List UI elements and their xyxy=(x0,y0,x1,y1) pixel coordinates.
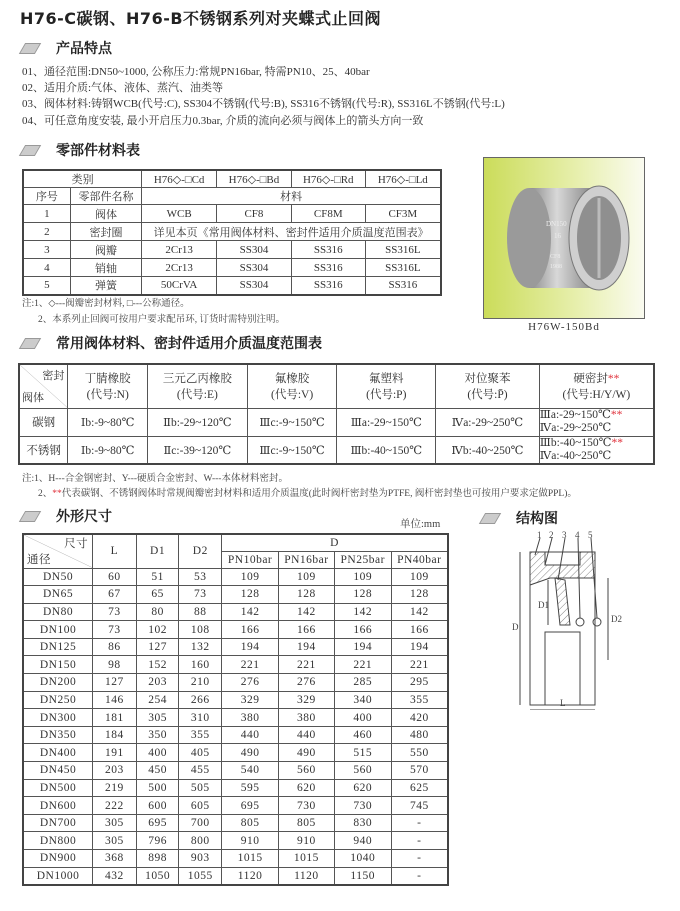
parts-note: 注:1、◇---阀瓣密封材料, □---公称通径。 xyxy=(22,299,190,309)
part-no: 5 xyxy=(23,277,70,295)
dim-cell: - xyxy=(391,867,448,885)
material-cell: SS304 xyxy=(217,277,292,295)
model-header: H76◇-□Bd xyxy=(217,170,292,188)
dim-cell: 152 xyxy=(136,656,179,674)
dim-cell: 605 xyxy=(179,797,222,815)
dim-cell: 805 xyxy=(222,814,279,832)
table-row xyxy=(23,726,448,744)
dim-cell: 625 xyxy=(391,779,448,797)
dim-cell: 450 xyxy=(136,762,179,780)
parts-note: 2、本系列止回阀可按用户要求配吊环, 订货时需特别注明。 xyxy=(38,315,286,325)
material-cell: SS304 xyxy=(217,259,292,277)
dim-cell: 127 xyxy=(93,674,137,692)
dim-cell: 350 xyxy=(136,726,179,744)
dn-cell: DN300 xyxy=(23,709,93,727)
product-photo xyxy=(483,157,645,319)
part-no: 3 xyxy=(23,241,70,259)
svg-text:16: 16 xyxy=(554,232,561,240)
dim-cell: 380 xyxy=(278,709,334,727)
part-number: 3 xyxy=(562,530,567,540)
material-cell: 50CrVA xyxy=(142,277,217,295)
part-name: 阀瓣 xyxy=(70,241,142,259)
dim-label-L: L xyxy=(560,698,566,708)
dim-cell: 73 xyxy=(179,586,222,604)
dn-cell: DN80 xyxy=(23,603,93,621)
dim-cell: 305 xyxy=(93,814,137,832)
table-row xyxy=(23,832,448,850)
temp-cell: Ⅲc:-9~150℃ xyxy=(247,408,337,436)
material-cell: SS316 xyxy=(291,259,365,277)
dn-cell: DN500 xyxy=(23,779,93,797)
dim-cell: 1120 xyxy=(278,867,334,885)
model-header: H76◇-□Rd xyxy=(291,170,365,188)
table-row xyxy=(23,586,448,604)
dim-cell: 285 xyxy=(334,674,391,692)
dim-header: L xyxy=(93,534,137,568)
section-dimensions xyxy=(18,506,112,526)
dim-cell: 460 xyxy=(334,726,391,744)
corner-header: 密封 阀体 xyxy=(19,364,68,408)
category-header: 类别 xyxy=(23,170,142,188)
seal-header: 硬密封** (代号:H/Y/W) xyxy=(539,364,654,408)
dim-cell: 194 xyxy=(278,638,334,656)
table-row xyxy=(23,814,448,832)
material-cell: SS316 xyxy=(365,277,441,295)
material-cell: CF8 xyxy=(217,205,292,223)
dim-cell: 1120 xyxy=(222,867,279,885)
table-row xyxy=(23,691,448,709)
dim-cell: 420 xyxy=(391,709,448,727)
dim-cell: 102 xyxy=(136,621,179,639)
temp-note: 2、**代表碳钢、不锈钢阀体时常规阀瓣密封材料和适用介质温度(此时阀杆密封垫为PTFE, 阀杆密封垫也可按用户要求定做PPL)。 xyxy=(38,489,577,499)
dim-cell: 910 xyxy=(222,832,279,850)
dim-cell: 128 xyxy=(334,586,391,604)
dim-header: D2 xyxy=(179,534,222,568)
dim-cell: 620 xyxy=(278,779,334,797)
dn-cell: DN450 xyxy=(23,762,93,780)
table-row xyxy=(23,223,441,241)
dn-cell: DN900 xyxy=(23,850,93,868)
temp-cell: Ⅲc:-9~150℃ xyxy=(247,436,337,464)
valve-image xyxy=(484,158,644,318)
parts-material-table xyxy=(22,169,442,296)
dim-cell: 166 xyxy=(334,621,391,639)
dim-cell: 73 xyxy=(93,603,137,621)
dim-cell: 805 xyxy=(278,814,334,832)
d-header: D xyxy=(222,534,448,551)
model-header: H76◇-□Cd xyxy=(142,170,217,188)
material-cell: SS316 xyxy=(291,241,365,259)
dim-cell: 490 xyxy=(278,744,334,762)
dim-cell: 595 xyxy=(222,779,279,797)
dim-cell: 1050 xyxy=(136,867,179,885)
dn-cell: DN800 xyxy=(23,832,93,850)
part-name-header: 零部件名称 xyxy=(70,188,142,205)
seal-header: 氟橡胶 (代号:V) xyxy=(247,364,337,408)
material-cell: SS316L xyxy=(365,241,441,259)
dim-cell: 368 xyxy=(93,850,137,868)
dim-cell: 210 xyxy=(179,674,222,692)
material-cell: CF3M xyxy=(365,205,441,223)
section-features xyxy=(18,38,112,58)
table-row xyxy=(23,744,448,762)
seal-header: 丁腈橡胶 (代号:N) xyxy=(68,364,148,408)
dim-cell: 127 xyxy=(136,638,179,656)
dim-cell: 455 xyxy=(179,762,222,780)
table-row xyxy=(23,621,448,639)
unit-label: 单位:mm xyxy=(400,519,441,530)
part-number: 1 xyxy=(537,530,542,540)
dn-cell: DN1000 xyxy=(23,867,93,885)
dim-cell: 355 xyxy=(179,726,222,744)
dim-cell: 88 xyxy=(179,603,222,621)
section-temperature xyxy=(18,333,322,353)
dn-cell: DN250 xyxy=(23,691,93,709)
section-heading: 零部件材料表 xyxy=(56,143,140,159)
temp-cell: Ⅱb:-29~120℃ xyxy=(148,408,248,436)
dim-cell: 490 xyxy=(222,744,279,762)
dim-cell: 730 xyxy=(278,797,334,815)
section-heading: 产品特点 xyxy=(56,41,112,57)
table-row xyxy=(23,603,448,621)
material-cell: SS316 xyxy=(291,277,365,295)
model-header: H76◇-□Ld xyxy=(365,170,441,188)
section-marker-icon xyxy=(19,145,41,156)
dim-cell: 221 xyxy=(334,656,391,674)
material-cell: 2Cr13 xyxy=(142,241,217,259)
body-mark: DN150 xyxy=(546,220,567,228)
dim-cell: 355 xyxy=(391,691,448,709)
dim-cell: 60 xyxy=(93,568,137,586)
feature-item: 02、适用介质:气体、液体、蒸汽、油类等 xyxy=(22,82,224,94)
pn-header: PN10bar xyxy=(222,551,279,568)
dim-cell: 745 xyxy=(391,797,448,815)
dim-cell: 128 xyxy=(278,586,334,604)
table-row xyxy=(23,674,448,692)
dim-cell: 500 xyxy=(136,779,179,797)
feature-item: 01、通径范围:DN50~1000, 公称压力:常规PN16bar, 特需PN10、25、40bar xyxy=(22,66,370,78)
temp-cell: Ⅳa:-29~250℃ xyxy=(436,408,540,436)
hard-seal-cell: Ⅲa:-29~150℃** Ⅳa:-29~250℃ xyxy=(539,408,654,436)
section-heading: 结构图 xyxy=(516,511,558,527)
dim-cell: - xyxy=(391,814,448,832)
seal-header: 对位聚苯 (代号:P̄) xyxy=(436,364,540,408)
part-name: 弹簧 xyxy=(70,277,142,295)
dim-cell: 184 xyxy=(93,726,137,744)
seal-header: 三元乙丙橡胶 (代号:E) xyxy=(148,364,248,408)
section-parts xyxy=(18,140,140,160)
temp-cell: Ⅰb:-9~80℃ xyxy=(68,408,148,436)
dim-cell: 160 xyxy=(179,656,222,674)
dim-cell: 65 xyxy=(136,586,179,604)
dim-cell: 910 xyxy=(278,832,334,850)
part-no: 2 xyxy=(23,223,70,241)
dim-cell: 505 xyxy=(179,779,222,797)
header-row xyxy=(23,188,441,205)
dim-cell: 1040 xyxy=(334,850,391,868)
temp-cell: Ⅳb:-40~250℃ xyxy=(436,436,540,464)
dim-cell: 570 xyxy=(391,762,448,780)
dim-cell: 222 xyxy=(93,797,137,815)
table-row xyxy=(23,779,448,797)
dim-cell: - xyxy=(391,832,448,850)
svg-text:CF8: CF8 xyxy=(550,254,561,260)
dim-cell: 146 xyxy=(93,691,137,709)
dim-cell: 109 xyxy=(334,568,391,586)
dim-cell: 194 xyxy=(222,638,279,656)
section-heading: 外形尺寸 xyxy=(56,509,112,525)
dim-cell: 329 xyxy=(278,691,334,709)
table-row xyxy=(23,638,448,656)
dim-cell: 903 xyxy=(179,850,222,868)
structure-diagram xyxy=(490,530,660,710)
dimensions-table xyxy=(22,533,449,886)
dim-cell: 620 xyxy=(334,779,391,797)
section-structure xyxy=(478,508,558,528)
dim-cell: 695 xyxy=(136,814,179,832)
dim-cell: 219 xyxy=(93,779,137,797)
dim-cell: 128 xyxy=(222,586,279,604)
dim-cell: 305 xyxy=(136,709,179,727)
corner-header: 尺寸 通径 xyxy=(23,534,93,568)
dim-cell: 194 xyxy=(334,638,391,656)
dim-cell: 142 xyxy=(278,603,334,621)
dn-cell: DN200 xyxy=(23,674,93,692)
body-material: 不锈钢 xyxy=(19,436,68,464)
dim-cell: 440 xyxy=(222,726,279,744)
dim-cell: 194 xyxy=(391,638,448,656)
dn-cell: DN600 xyxy=(23,797,93,815)
part-number: 5 xyxy=(588,530,593,540)
dn-cell: DN100 xyxy=(23,621,93,639)
dn-cell: DN400 xyxy=(23,744,93,762)
dim-cell: 142 xyxy=(334,603,391,621)
dim-cell: 600 xyxy=(136,797,179,815)
table-row xyxy=(23,762,448,780)
pn-header: PN40bar xyxy=(391,551,448,568)
dim-cell: 480 xyxy=(391,726,448,744)
table-row xyxy=(23,656,448,674)
dim-cell: 109 xyxy=(222,568,279,586)
dim-cell: 203 xyxy=(93,762,137,780)
feature-item: 03、阀体材料:铸钢WCB(代号:C), SS304不锈钢(代号:B), SS316不锈钢(代号:R), SS316L不锈钢(代号:L) xyxy=(22,98,505,110)
section-marker-icon xyxy=(19,43,41,54)
dn-cell: DN65 xyxy=(23,586,93,604)
dim-cell: 380 xyxy=(222,709,279,727)
dim-cell: 340 xyxy=(334,691,391,709)
section-marker-icon xyxy=(479,513,501,524)
dim-cell: 73 xyxy=(93,621,137,639)
dim-cell: 830 xyxy=(334,814,391,832)
section-heading: 常用阀体材料、密封件适用介质温度范围表 xyxy=(56,336,322,352)
dim-cell: 700 xyxy=(179,814,222,832)
dim-cell: 181 xyxy=(93,709,137,727)
body-material: 碳钢 xyxy=(19,408,68,436)
header-row xyxy=(23,534,448,551)
part-no: 4 xyxy=(23,259,70,277)
part-name: 密封圈 xyxy=(70,223,142,241)
dim-label-D: D xyxy=(512,622,519,632)
dim-label-D1: D1 xyxy=(538,600,549,610)
table-row xyxy=(23,277,441,295)
dim-cell: 440 xyxy=(278,726,334,744)
table-row xyxy=(23,709,448,727)
dim-cell: 1150 xyxy=(334,867,391,885)
table-row xyxy=(19,408,654,436)
temp-cell: Ⅰb:-9~80℃ xyxy=(68,436,148,464)
dim-cell: 796 xyxy=(136,832,179,850)
temp-cell: Ⅱc:-39~120℃ xyxy=(148,436,248,464)
page-title: H76-C碳钢、H76-B不锈钢系列对夹蝶式止回阀 xyxy=(20,9,382,28)
dim-cell: 405 xyxy=(179,744,222,762)
dim-cell: 800 xyxy=(179,832,222,850)
material-span: 详见本页《常用阀体材料、密封件适用介质温度范围表》 xyxy=(142,223,441,241)
dim-cell: 166 xyxy=(391,621,448,639)
temp-cell: Ⅲa:-29~150℃ xyxy=(337,408,436,436)
dim-cell: 221 xyxy=(222,656,279,674)
dim-cell: 898 xyxy=(136,850,179,868)
dim-cell: 329 xyxy=(222,691,279,709)
dim-label-D2: D2 xyxy=(611,614,622,624)
dim-cell: 266 xyxy=(179,691,222,709)
dim-cell: 305 xyxy=(93,832,137,850)
dim-cell: 1015 xyxy=(278,850,334,868)
dim-cell: 560 xyxy=(334,762,391,780)
dim-cell: 400 xyxy=(136,744,179,762)
dim-cell: 80 xyxy=(136,603,179,621)
table-row xyxy=(23,867,448,885)
dim-cell: 142 xyxy=(391,603,448,621)
table-row xyxy=(19,436,654,464)
dim-cell: 166 xyxy=(278,621,334,639)
part-name: 销轴 xyxy=(70,259,142,277)
dim-cell: 98 xyxy=(93,656,137,674)
dn-cell: DN350 xyxy=(23,726,93,744)
dim-cell: - xyxy=(391,850,448,868)
feature-item: 04、可任意角度安装, 最小开启压力0.3bar, 介质的流向必须与阀体上的箭头方向一致 xyxy=(22,115,424,127)
dim-cell: 67 xyxy=(93,586,137,604)
dim-cell: 400 xyxy=(334,709,391,727)
table-row xyxy=(23,241,441,259)
dim-cell: 254 xyxy=(136,691,179,709)
dim-cell: 540 xyxy=(222,762,279,780)
dim-cell: 276 xyxy=(278,674,334,692)
material-cell: CF8M xyxy=(291,205,365,223)
dn-cell: DN125 xyxy=(23,638,93,656)
dim-cell: 221 xyxy=(278,656,334,674)
dim-cell: 295 xyxy=(391,674,448,692)
dim-cell: 432 xyxy=(93,867,137,885)
seal-header: 氟塑料 (代号:P) xyxy=(337,364,436,408)
pn-header: PN25bar xyxy=(334,551,391,568)
temp-note: 注:1、H---合金钢密封、Y---硬质合金密封、W---本体材料密封。 xyxy=(22,474,288,484)
dim-cell: 203 xyxy=(136,674,179,692)
dim-cell: 560 xyxy=(278,762,334,780)
header-row xyxy=(23,170,441,188)
dim-cell: 166 xyxy=(222,621,279,639)
dim-cell: 128 xyxy=(391,586,448,604)
dn-cell: DN50 xyxy=(23,568,93,586)
header-row xyxy=(19,364,654,408)
dim-cell: 51 xyxy=(136,568,179,586)
table-row xyxy=(23,850,448,868)
dim-cell: 730 xyxy=(334,797,391,815)
dim-cell: 191 xyxy=(93,744,137,762)
dn-cell: DN150 xyxy=(23,656,93,674)
dim-cell: 142 xyxy=(222,603,279,621)
dim-cell: 53 xyxy=(179,568,222,586)
table-row xyxy=(23,205,441,223)
material-cell: SS316L xyxy=(365,259,441,277)
dim-header: D1 xyxy=(136,534,179,568)
pn-header: PN16bar xyxy=(278,551,334,568)
no-header: 序号 xyxy=(23,188,70,205)
dim-cell: 86 xyxy=(93,638,137,656)
material-cell: 2Cr13 xyxy=(142,259,217,277)
table-row xyxy=(23,259,441,277)
photo-caption: H76W-150Bd xyxy=(528,321,600,333)
dim-cell: 550 xyxy=(391,744,448,762)
dim-cell: 221 xyxy=(391,656,448,674)
dim-cell: 1015 xyxy=(222,850,279,868)
svg-text:1988: 1988 xyxy=(550,264,562,270)
table-row xyxy=(23,797,448,815)
temp-cell: Ⅲb:-40~150℃ xyxy=(337,436,436,464)
dim-cell: 695 xyxy=(222,797,279,815)
dim-cell: 132 xyxy=(179,638,222,656)
material-header: 材料 xyxy=(142,188,441,205)
temperature-table xyxy=(18,363,655,465)
dim-cell: 1055 xyxy=(179,867,222,885)
dim-cell: 276 xyxy=(222,674,279,692)
part-name: 阀体 xyxy=(70,205,142,223)
material-cell: SS304 xyxy=(217,241,292,259)
dim-cell: 940 xyxy=(334,832,391,850)
part-no: 1 xyxy=(23,205,70,223)
part-number: 2 xyxy=(549,530,554,540)
dim-cell: 108 xyxy=(179,621,222,639)
dim-cell: 310 xyxy=(179,709,222,727)
table-row xyxy=(23,568,448,586)
hard-seal-cell: Ⅲb:-40~150℃** Ⅳa:-40~250℃ xyxy=(539,436,654,464)
dim-cell: 109 xyxy=(278,568,334,586)
dn-cell: DN700 xyxy=(23,814,93,832)
dim-cell: 515 xyxy=(334,744,391,762)
dim-cell: 109 xyxy=(391,568,448,586)
material-cell: WCB xyxy=(142,205,217,223)
part-number: 4 xyxy=(575,530,580,540)
section-marker-icon xyxy=(19,511,41,522)
section-marker-icon xyxy=(19,338,41,349)
